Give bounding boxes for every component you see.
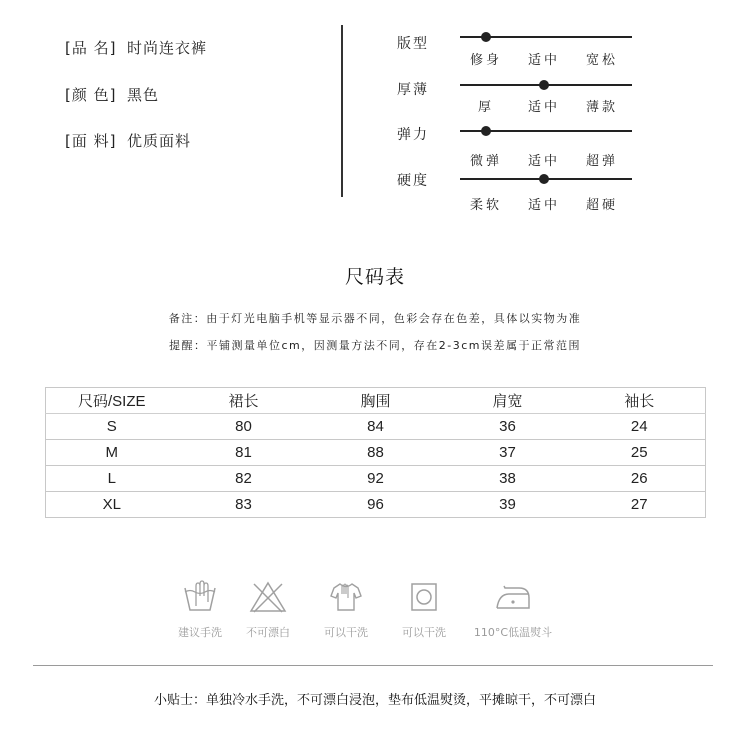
table-cell: 36	[442, 414, 574, 440]
hand-wash-icon	[180, 580, 220, 614]
care-item-no-bleach	[228, 580, 308, 640]
care-label: 不可漂白	[246, 626, 290, 639]
care-tip: 小贴士：单独冷水手洗，不可漂白浸泡，垫布低温熨烫，平摊晾干，不可漂白	[153, 693, 596, 708]
column-header: 肩宽	[442, 388, 574, 414]
info-value: 时尚连衣裤	[127, 39, 208, 57]
table-cell: 92	[310, 466, 442, 492]
care-item-dry-clean	[384, 580, 464, 640]
table-cell: XL	[46, 492, 178, 518]
bottom-divider	[33, 665, 713, 666]
color-note: 备注：由于灯光电脑手机等显示器不同，色彩会存在色差，具体以实物为准	[168, 312, 582, 325]
info-value: 黑色	[127, 86, 160, 104]
column-header: 裙长	[178, 388, 310, 414]
attr-option: 适中	[527, 198, 560, 213]
table-cell: 38	[442, 466, 574, 492]
table-cell: 88	[310, 440, 442, 466]
table-cell: 37	[442, 440, 574, 466]
attr-option: 微弹	[469, 154, 502, 169]
table-cell: 83	[178, 492, 310, 518]
attr-marker	[539, 174, 549, 184]
attr-option: 超硬	[585, 198, 618, 213]
attr-option: 适中	[527, 53, 560, 68]
care-label: 110°C低温熨斗	[473, 626, 553, 639]
attr-option: 柔软	[469, 198, 502, 213]
measure-note: 提醒：平铺测量单位cm，因测量方法不同，存在2-3cm误差属于正常范围	[169, 339, 581, 352]
hand-wash-shirt-icon	[326, 580, 366, 614]
info-row-name	[65, 37, 207, 58]
care-item-iron	[473, 580, 553, 640]
table-row	[46, 414, 706, 440]
table-cell: 96	[310, 492, 442, 518]
table-cell: 81	[178, 440, 310, 466]
size-chart-title: 尺码表	[344, 266, 405, 288]
info-key: [面 料]	[65, 132, 117, 150]
no-bleach-icon	[248, 580, 288, 614]
table-row	[46, 492, 706, 518]
vertical-divider	[341, 25, 343, 197]
column-header: 胸围	[310, 388, 442, 414]
attr-option: 宽松	[585, 53, 618, 68]
table-row	[46, 440, 706, 466]
attr-option: 适中	[527, 100, 560, 115]
table-cell: S	[46, 414, 178, 440]
care-label: 可以干洗	[402, 626, 446, 639]
attr-option: 超弹	[585, 154, 618, 169]
table-cell: 24	[574, 414, 706, 440]
table-cell: L	[46, 466, 178, 492]
table-cell: 26	[574, 466, 706, 492]
table-row	[46, 466, 706, 492]
iron-low-icon	[493, 580, 533, 614]
attr-option: 厚	[477, 100, 494, 115]
attr-marker	[481, 32, 491, 42]
attr-marker	[539, 80, 549, 90]
care-label: 可以干洗	[324, 626, 368, 639]
size-table	[45, 387, 706, 518]
attr-marker	[481, 126, 491, 136]
column-header: 尺码/SIZE	[46, 388, 178, 414]
info-row-fabric	[65, 130, 191, 151]
info-row-color	[65, 84, 159, 105]
table-cell: 25	[574, 440, 706, 466]
attr-option: 适中	[527, 154, 560, 169]
care-label: 建议手洗	[178, 626, 222, 639]
attr-label-elasticity: 弹力	[397, 127, 429, 143]
table-cell: 84	[310, 414, 442, 440]
care-item-wash-shirt	[306, 580, 386, 640]
table-cell: M	[46, 440, 178, 466]
attr-label-fit: 版型	[397, 36, 429, 52]
info-value: 优质面料	[127, 132, 192, 150]
table-cell: 80	[178, 414, 310, 440]
attr-label-hardness: 硬度	[397, 173, 429, 189]
info-key: [颜 色]	[65, 86, 117, 104]
attr-option: 修身	[469, 53, 502, 68]
attr-label-thickness: 厚薄	[397, 82, 429, 98]
table-cell: 39	[442, 492, 574, 518]
info-key: [品 名]	[65, 39, 117, 57]
table-header-row	[46, 388, 706, 414]
dry-clean-icon	[404, 580, 444, 614]
attr-option: 薄款	[585, 100, 618, 115]
table-cell: 27	[574, 492, 706, 518]
column-header: 袖长	[574, 388, 706, 414]
table-cell: 82	[178, 466, 310, 492]
